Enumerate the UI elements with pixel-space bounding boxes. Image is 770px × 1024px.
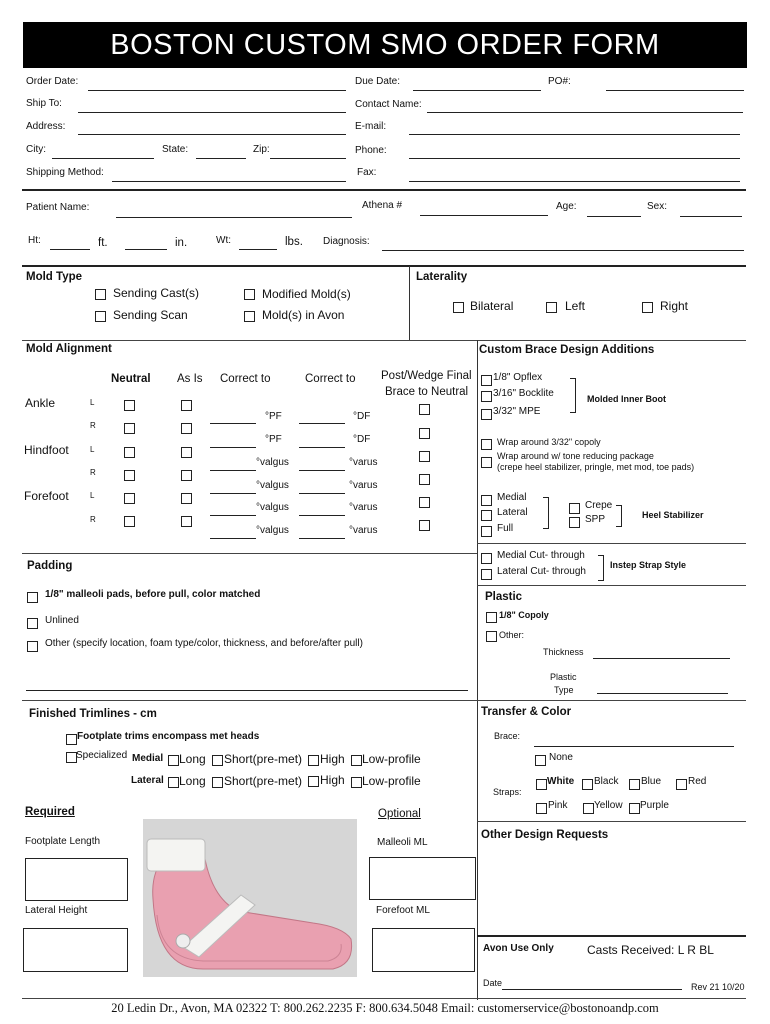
footer-contact: 20 Ledin Dr., Avon, MA 02322 T: 800.262.2235 F: 800.634.5048 Email: customerservice@bostonoandp.com	[111, 1001, 659, 1015]
white-label: White	[547, 776, 575, 787]
sex-field[interactable]	[680, 216, 742, 217]
trimlines-divider	[22, 700, 746, 701]
footplate-trims-checkbox[interactable]	[66, 734, 77, 745]
red-checkbox[interactable]	[676, 779, 687, 790]
sending-casts-label: Sending Cast(s)	[113, 286, 200, 300]
black-label: Black	[594, 776, 619, 787]
medial-low-checkbox[interactable]	[351, 755, 362, 766]
plastic-other-label: Other:	[499, 630, 525, 640]
bilateral-label: Bilateral	[470, 299, 514, 313]
opflex-checkbox[interactable]	[481, 375, 492, 386]
order-date-label: Order Date:	[26, 76, 79, 87]
post-wedge-3-checkbox[interactable]	[419, 451, 430, 462]
post-wedge-4-checkbox[interactable]	[419, 474, 430, 485]
heel-medial-checkbox[interactable]	[481, 495, 492, 506]
plastic-divider	[477, 585, 746, 586]
lateral-low-label: Low-profile	[362, 774, 421, 788]
medial-long-checkbox[interactable]	[168, 755, 179, 766]
lateral-high-checkbox[interactable]	[308, 776, 319, 787]
forefoot-valgus-2-field[interactable]	[210, 538, 256, 539]
copoly-label: 1/8" Copoly	[499, 610, 549, 620]
city-label: City:	[26, 144, 46, 155]
heel-full-label: Full	[497, 523, 514, 534]
footplate-trims-label: Footplate trims encompass met heads	[77, 731, 260, 742]
ankle-r-neutral-checkbox[interactable]	[124, 423, 135, 434]
age-label: Age:	[556, 201, 577, 212]
ankle-l-neutral-checkbox[interactable]	[124, 400, 135, 411]
mold-laterality-divider	[409, 266, 410, 340]
main-column-divider	[477, 340, 478, 1000]
padding-title: Padding	[27, 560, 73, 572]
df-unit-2: °DF	[353, 434, 371, 445]
trimlines-title: Finished Trimlines - cm	[29, 708, 157, 720]
heel-stabilizer-label: Heel Stabilizer	[642, 510, 704, 520]
medial-short-label: Short(pre-met)	[224, 752, 303, 766]
transfer-color-title: Transfer & Color	[481, 706, 572, 718]
ship-to-label: Ship To:	[26, 98, 62, 109]
other-requests-title: Other Design Requests	[481, 829, 609, 841]
right-label: Right	[660, 299, 689, 313]
neutral-header: Neutral	[111, 373, 151, 385]
pf-unit-1: °PF	[265, 411, 282, 422]
forefoot-valgus-1-field[interactable]	[210, 515, 256, 516]
padding-other-checkbox[interactable]	[27, 641, 38, 652]
lateral-height-label: Lateral Height	[25, 905, 88, 916]
valgus-unit-2: °valgus	[256, 480, 289, 491]
hindfoot-valgus-1-field[interactable]	[210, 470, 256, 471]
po-field[interactable]	[606, 90, 744, 91]
pink-checkbox[interactable]	[536, 803, 547, 814]
df-unit-1: °DF	[353, 411, 371, 422]
forefoot-label: Forefoot	[24, 489, 69, 503]
additions-divider	[477, 543, 746, 544]
valgus-unit-3: °valgus	[256, 502, 289, 513]
heel-lateral-checkbox[interactable]	[481, 510, 492, 521]
ankle-l-asis-checkbox[interactable]	[181, 400, 192, 411]
medial-cut-checkbox[interactable]	[481, 553, 492, 564]
post-wedge-2-checkbox[interactable]	[419, 428, 430, 439]
order-date-field[interactable]	[88, 90, 346, 91]
wt-field[interactable]	[239, 249, 277, 250]
lateral-long-checkbox[interactable]	[168, 777, 179, 788]
varus-unit-3: °varus	[349, 502, 378, 513]
shipping-method-label: Shipping Method:	[26, 167, 104, 178]
zip-field[interactable]	[270, 158, 346, 159]
avon-divider	[477, 935, 746, 937]
in-unit: in.	[175, 237, 188, 249]
hindfoot-r-asis-checkbox[interactable]	[181, 470, 192, 481]
molds-in-avon-checkbox[interactable]	[244, 311, 255, 322]
hindfoot-l: L	[90, 445, 95, 454]
forefoot-l-neutral-checkbox[interactable]	[124, 493, 135, 504]
valgus-unit-4: °valgus	[256, 525, 289, 536]
correct-to-header-2: Correct to	[305, 373, 356, 385]
yellow-checkbox[interactable]	[583, 803, 594, 814]
molds-in-avon-label: Mold(s) in Avon	[262, 308, 345, 322]
crepe-label: Crepe	[585, 500, 613, 511]
ankle-r: R	[90, 421, 96, 430]
patient-name-label: Patient Name:	[26, 202, 90, 213]
mpe-label: 3/32" MPE	[493, 406, 541, 417]
spp-label: SPP	[585, 514, 606, 525]
casts-received-label: Casts Received: L R BL	[587, 943, 714, 957]
medial-long-label: Long	[179, 752, 206, 766]
hindfoot-label: Hindfoot	[24, 443, 69, 457]
lateral-trim-label: Lateral	[131, 775, 164, 786]
form-title: BOSTON CUSTOM SMO ORDER FORM	[23, 22, 747, 68]
header-divider	[22, 189, 746, 191]
valgus-unit-1: °valgus	[256, 457, 289, 468]
post-wedge-header-1: Post/Wedge Final	[381, 370, 472, 382]
ft-unit: ft.	[98, 237, 108, 249]
revision-label: Rev 21 10/20	[691, 982, 745, 992]
malleoli-ml-field[interactable]	[369, 857, 476, 900]
mold-alignment-title: Mold Alignment	[26, 343, 112, 355]
shipping-method-field[interactable]	[112, 181, 346, 182]
medial-cut-label: Medial Cut- through	[497, 550, 585, 561]
ankle-df-1-field[interactable]	[299, 423, 345, 424]
pink-label: Pink	[548, 800, 568, 811]
white-checkbox[interactable]	[536, 779, 547, 790]
forefoot-r-asis-checkbox[interactable]	[181, 516, 192, 527]
straps-label: Straps:	[493, 787, 522, 797]
hindfoot-varus-2-field[interactable]	[299, 493, 345, 494]
plastic-type-label-1: Plastic	[550, 672, 577, 682]
hindfoot-r: R	[90, 468, 96, 477]
lateral-short-checkbox[interactable]	[212, 777, 223, 788]
varus-unit-4: °varus	[349, 525, 378, 536]
lateral-height-field[interactable]	[23, 928, 128, 972]
due-date-field[interactable]	[413, 90, 541, 91]
crepe-checkbox[interactable]	[569, 503, 580, 514]
address-label: Address:	[26, 121, 66, 132]
smo-brace-illustration	[143, 819, 357, 977]
wrap-tone-checkbox[interactable]	[481, 457, 492, 468]
hindfoot-varus-1-field[interactable]	[299, 470, 345, 471]
ankle-pf-2-field[interactable]	[210, 447, 256, 448]
hindfoot-l-neutral-checkbox[interactable]	[124, 447, 135, 458]
heel-location-bracket	[543, 497, 549, 529]
modified-molds-label: Modified Mold(s)	[262, 287, 351, 301]
phone-field[interactable]	[409, 158, 740, 159]
ankle-label: Ankle	[25, 396, 56, 410]
lbs-unit: lbs.	[285, 236, 303, 248]
unlined-checkbox[interactable]	[27, 618, 38, 629]
footplate-length-label: Footplate Length	[25, 836, 101, 847]
footplate-length-field[interactable]	[25, 858, 128, 901]
optional-title: Optional	[378, 808, 421, 820]
left-label: Left	[565, 299, 586, 313]
black-checkbox[interactable]	[582, 779, 593, 790]
forefoot-r-neutral-checkbox[interactable]	[124, 516, 135, 527]
heel-medial-label: Medial	[497, 492, 527, 503]
forefoot-l-asis-checkbox[interactable]	[181, 493, 192, 504]
yellow-label: Yellow	[594, 800, 623, 811]
brace-color-field[interactable]	[534, 746, 734, 747]
medial-low-label: Low-profile	[362, 752, 421, 766]
age-field[interactable]	[587, 216, 641, 217]
wrap-tone-label-2: (crepe heel stabilizer, pringle, met mod, toe pads)	[497, 462, 695, 472]
forefoot-varus-2-field[interactable]	[299, 538, 345, 539]
mpe-checkbox[interactable]	[481, 409, 492, 420]
po-label: PO#:	[548, 76, 571, 87]
post-wedge-header-2: Brace to Neutral	[385, 386, 469, 398]
lateral-low-checkbox[interactable]	[351, 777, 362, 788]
medial-high-checkbox[interactable]	[308, 755, 319, 766]
sending-scan-label: Sending Scan	[113, 308, 188, 322]
heel-lateral-label: Lateral	[497, 507, 528, 518]
sending-scan-checkbox[interactable]	[95, 311, 106, 322]
medial-short-checkbox[interactable]	[212, 755, 223, 766]
hindfoot-valgus-2-field[interactable]	[210, 493, 256, 494]
varus-unit-2: °varus	[349, 480, 378, 491]
padding-divider	[22, 553, 477, 554]
athena-label: Athena #	[362, 200, 403, 211]
state-field[interactable]	[196, 158, 246, 159]
bocklite-label: 3/16" Bocklite	[493, 388, 554, 399]
padding-other-field[interactable]	[26, 690, 468, 691]
instep-strap-label: Instep Strap Style	[610, 560, 687, 570]
fax-label: Fax:	[357, 167, 377, 178]
lateral-cut-checkbox[interactable]	[481, 569, 492, 580]
ankle-l: L	[90, 398, 95, 407]
other-requests-area[interactable]	[481, 847, 743, 927]
sex-label: Sex:	[647, 201, 668, 212]
sending-casts-checkbox[interactable]	[95, 289, 106, 300]
specialized-label: Specialized	[76, 750, 128, 761]
fax-field[interactable]	[409, 181, 740, 182]
heel-material-bracket	[616, 505, 622, 527]
required-title: Required	[25, 806, 75, 818]
plastic-type-field[interactable]	[597, 693, 728, 694]
heel-full-checkbox[interactable]	[481, 526, 492, 537]
forefoot-r: R	[90, 515, 96, 524]
hindfoot-r-neutral-checkbox[interactable]	[124, 470, 135, 481]
ship-to-field[interactable]	[78, 112, 346, 113]
plastic-other-checkbox[interactable]	[486, 631, 497, 642]
varus-unit-1: °varus	[349, 457, 378, 468]
wrap-copoly-checkbox[interactable]	[481, 439, 492, 450]
date-label: Date	[483, 978, 503, 988]
avon-use-only-title: Avon Use Only	[483, 943, 554, 954]
mold-divider	[22, 340, 746, 341]
patient-name-field[interactable]	[116, 217, 352, 218]
right-checkbox[interactable]	[642, 302, 653, 313]
copoly-checkbox[interactable]	[486, 612, 497, 623]
lateral-long-label: Long	[179, 774, 206, 788]
wrap-copoly-label: Wrap around 3/32" copoly	[497, 437, 601, 447]
plastic-type-label-2: Type	[554, 685, 574, 695]
purple-label: Purple	[640, 800, 669, 811]
as-is-header: As Is	[177, 373, 203, 385]
medial-trim-label: Medial	[132, 753, 164, 764]
laterality-title: Laterality	[416, 271, 468, 283]
contact-name-label: Contact Name:	[355, 99, 422, 110]
red-label: Red	[688, 776, 707, 787]
none-label: None	[549, 752, 573, 763]
lateral-short-label: Short(pre-met)	[224, 774, 303, 788]
patient-divider	[22, 265, 746, 267]
pf-unit-2: °PF	[265, 434, 282, 445]
ankle-r-asis-checkbox[interactable]	[181, 423, 192, 434]
malleoli-pads-checkbox[interactable]	[27, 592, 38, 603]
blue-checkbox[interactable]	[629, 779, 640, 790]
instep-bracket	[598, 555, 604, 581]
purple-checkbox[interactable]	[629, 803, 640, 814]
thickness-label: Thickness	[543, 647, 584, 657]
malleoli-ml-label: Malleoli ML	[377, 837, 428, 848]
contact-name-field[interactable]	[427, 112, 743, 113]
custom-additions-title: Custom Brace Design Additions	[479, 344, 655, 356]
medial-high-label: High	[320, 752, 345, 766]
forefoot-ml-field[interactable]	[372, 928, 475, 972]
forefoot-ml-label: Forefoot ML	[376, 905, 430, 916]
smo-brace-photo	[143, 819, 357, 977]
lateral-cut-label: Lateral Cut- through	[497, 566, 586, 577]
mold-type-title: Mold Type	[26, 271, 83, 283]
plastic-title: Plastic	[485, 591, 523, 603]
city-field[interactable]	[52, 158, 154, 159]
wt-label: Wt:	[216, 235, 231, 246]
due-date-label: Due Date:	[355, 76, 401, 87]
left-checkbox[interactable]	[546, 302, 557, 313]
footer-divider	[22, 998, 746, 999]
ankle-pf-1-field[interactable]	[210, 423, 256, 424]
spp-checkbox[interactable]	[569, 517, 580, 528]
diagnosis-label: Diagnosis:	[323, 236, 370, 247]
none-checkbox[interactable]	[535, 755, 546, 766]
ankle-df-2-field[interactable]	[299, 447, 345, 448]
post-wedge-5-checkbox[interactable]	[419, 497, 430, 508]
brace-label: Brace:	[494, 731, 521, 741]
thickness-field[interactable]	[593, 658, 730, 659]
ht-label: Ht:	[28, 235, 41, 246]
state-label: State:	[162, 144, 189, 155]
unlined-label: Unlined	[45, 615, 79, 626]
email-label: E-mail:	[355, 121, 387, 132]
bilateral-checkbox[interactable]	[453, 302, 464, 313]
post-wedge-1-checkbox[interactable]	[419, 404, 430, 415]
address-field[interactable]	[78, 134, 346, 135]
ht-inches-field[interactable]	[125, 249, 167, 250]
diagnosis-field[interactable]	[382, 250, 744, 251]
hindfoot-l-asis-checkbox[interactable]	[181, 447, 192, 458]
post-wedge-6-checkbox[interactable]	[419, 520, 430, 531]
lateral-high-label: High	[320, 773, 345, 787]
correct-to-header-1: Correct to	[220, 373, 271, 385]
athena-field[interactable]	[420, 215, 548, 216]
inner-boot-bracket	[570, 378, 576, 413]
bocklite-checkbox[interactable]	[481, 391, 492, 402]
molded-inner-boot-label: Molded Inner Boot	[587, 394, 666, 404]
zip-label: Zip:	[253, 144, 270, 155]
ht-feet-field[interactable]	[50, 249, 90, 250]
phone-label: Phone:	[355, 145, 387, 156]
email-field[interactable]	[409, 134, 740, 135]
other-requests-divider	[477, 821, 746, 822]
wrap-tone-label-1: Wrap around w/ tone reducing package	[497, 451, 654, 461]
malleoli-pads-label: 1/8" malleoli pads, before pull, color matched	[45, 589, 261, 600]
forefoot-varus-1-field[interactable]	[299, 515, 345, 516]
modified-molds-checkbox[interactable]	[244, 289, 255, 300]
padding-other-label: Other (specify location, foam type/color, thickness, and before/after pull)	[45, 638, 363, 649]
avon-date-field[interactable]	[502, 989, 682, 990]
forefoot-l: L	[90, 491, 95, 500]
blue-label: Blue	[641, 776, 662, 787]
opflex-label: 1/8" Opflex	[493, 372, 543, 383]
